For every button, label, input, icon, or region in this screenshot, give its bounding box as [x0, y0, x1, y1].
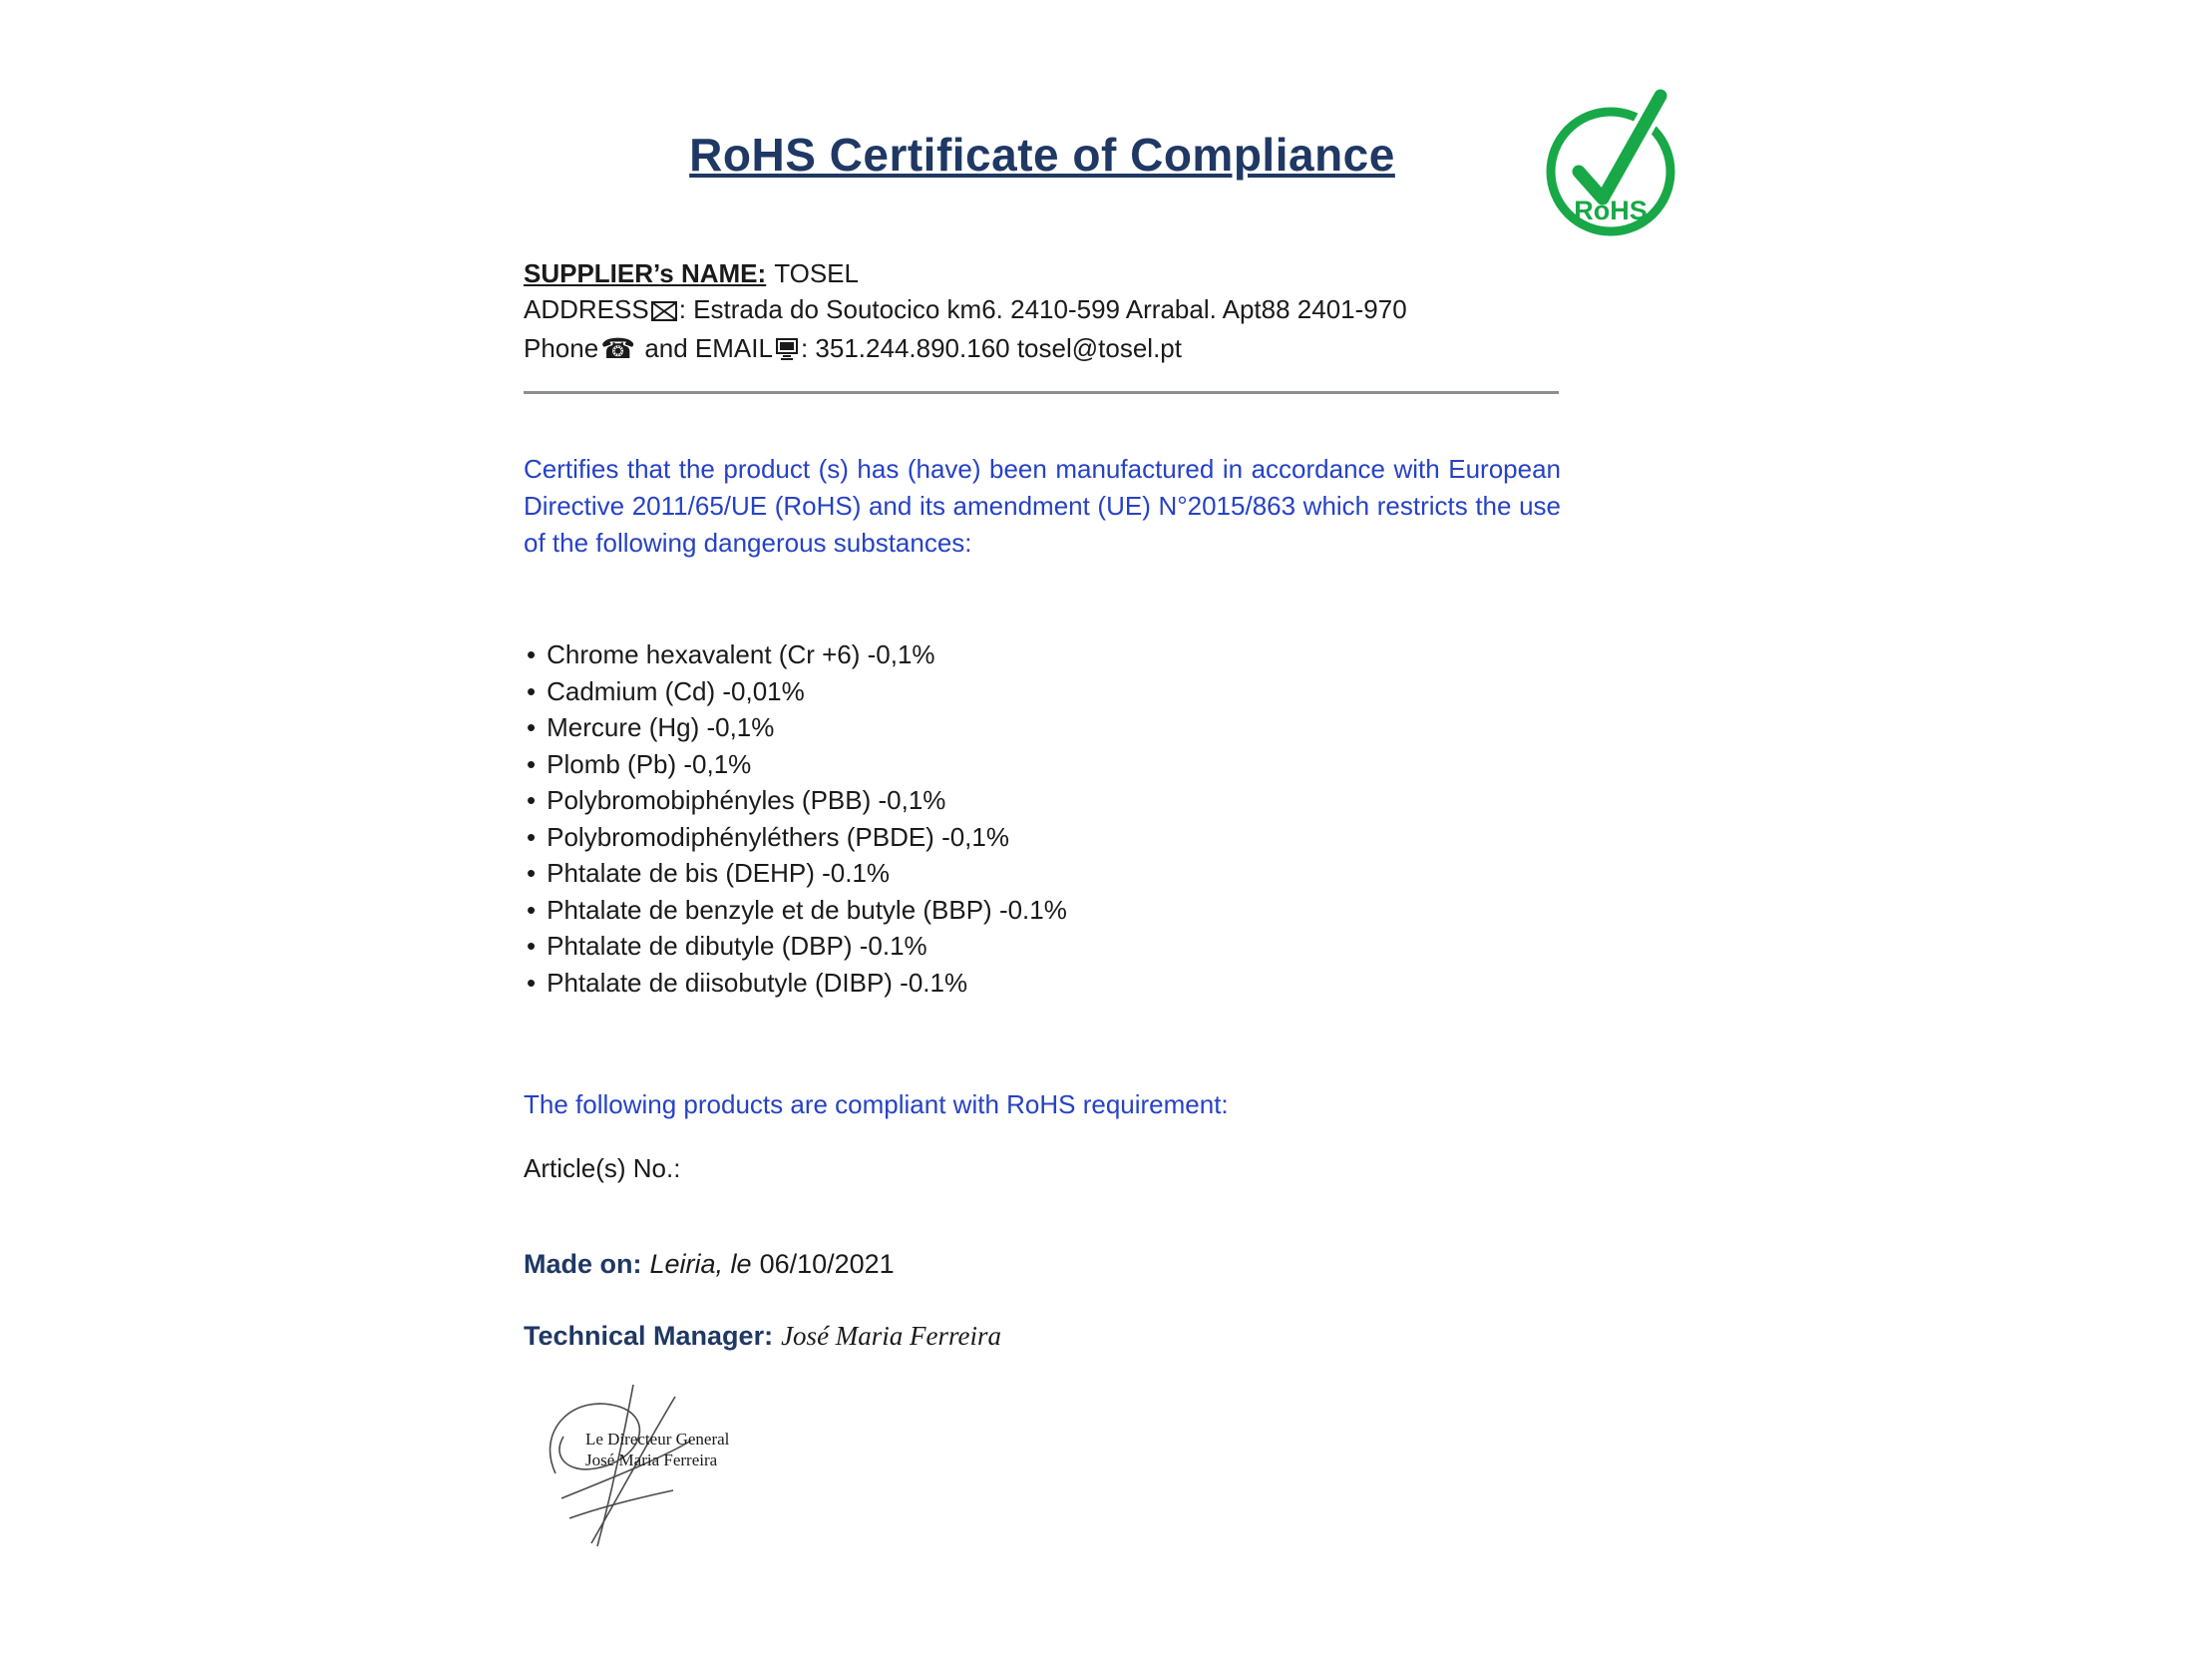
substance-text: Chrome hexavalent (Cr +6) -0,1%	[547, 639, 935, 669]
substance-item	[527, 892, 1067, 929]
supplier-name-label: SUPPLIER’s NAME:	[524, 258, 767, 288]
supplier-name-value: TOSEL	[774, 258, 859, 288]
rohs-logo-graphic	[1541, 80, 1700, 249]
phone-label: Phone	[524, 333, 599, 363]
logo-label: RoHS	[1574, 196, 1648, 225]
made-on-date: 06/10/2021	[759, 1249, 895, 1279]
substance-item	[527, 636, 1067, 673]
signature-text	[585, 1429, 729, 1470]
substance-item	[527, 855, 1067, 892]
substances-list	[527, 636, 1067, 1001]
substance-text: Cadmium (Cd) -0,01%	[547, 675, 805, 706]
bullet-marker: •	[527, 821, 537, 852]
substance-item	[527, 819, 1067, 856]
bullet-marker: •	[527, 858, 537, 888]
compliance-statement: The following products are compliant with RoHS requirement:	[524, 1089, 1229, 1119]
substance-item	[527, 746, 1067, 783]
substance-item	[527, 782, 1067, 819]
substance-text: Mercure (Hg) -0,1%	[547, 712, 775, 742]
bullet-marker: •	[527, 639, 537, 669]
bullet-marker: •	[527, 712, 537, 742]
supplier-name-line	[524, 255, 1621, 291]
technical-manager-label: Technical Manager:	[524, 1321, 774, 1351]
substance-text: Polybromodiphényléthers (PBDE) -0,1%	[547, 821, 1009, 852]
made-on-label: Made on:	[524, 1249, 642, 1279]
substance-item	[527, 965, 1067, 1002]
document-title: RoHS Certificate of Compliance	[689, 129, 1395, 181]
supplier-contact-line	[524, 330, 1621, 369]
bullet-marker: •	[527, 748, 537, 779]
substance-item	[527, 673, 1067, 710]
address-label: ADDRESS	[524, 294, 649, 324]
substance-item	[527, 709, 1067, 746]
phone-mid-label: and EMAIL	[644, 333, 773, 363]
contact-value: 351.244.890.160 tosel@tosel.pt	[815, 333, 1182, 363]
substance-item	[527, 928, 1067, 965]
address-value: Estrada do Soutocico km6. 2410-599 Arrabal. Apt88 2401-970	[693, 294, 1407, 324]
bullet-marker: •	[527, 894, 537, 925]
divider-line	[524, 391, 1559, 394]
envelope-icon	[651, 294, 677, 330]
computer-icon	[775, 333, 799, 369]
rohs-logo	[1541, 80, 1700, 249]
signature-block	[534, 1379, 783, 1553]
substance-text: Phtalate de diisobutyle (DIBP) -0.1%	[547, 967, 968, 998]
technical-manager-line	[524, 1321, 1001, 1352]
phone-icon: ☎	[600, 333, 636, 364]
made-on-line	[524, 1249, 895, 1280]
signature-title: Le Directeur General	[585, 1430, 730, 1449]
bullet-marker: •	[527, 785, 537, 815]
substance-text: Phtalate de bis (DEHP) -0.1%	[547, 858, 891, 888]
bullet-marker: •	[527, 967, 537, 998]
certification-paragraph: Certifies that the product (s) has (have) been manufactured in accordance with European Directive 2011/65/UE (RoHS) and its amendment (UE) N°2015/863 which restricts the use of the following dangerous substances:	[524, 454, 1561, 558]
signature-name: José Maria Ferreira	[585, 1451, 718, 1469]
article-number-label: Article(s) No.:	[524, 1153, 681, 1183]
made-on-place: Leiria, le	[649, 1249, 752, 1279]
address-colon: :	[678, 294, 686, 324]
technical-manager-name: José Maria Ferreira	[781, 1321, 1002, 1351]
supplier-address-line	[524, 291, 1621, 330]
substance-text: Phtalate de dibutyle (DBP) -0.1%	[547, 931, 927, 961]
substance-text: Polybromobiphényles (PBB) -0,1%	[547, 785, 946, 815]
bullet-marker: •	[527, 931, 537, 961]
bullet-marker: •	[527, 675, 537, 706]
supplier-info	[524, 255, 1621, 369]
substance-text: Plomb (Pb) -0,1%	[547, 748, 752, 779]
contact-colon: :	[800, 333, 809, 363]
substance-text: Phtalate de benzyle et de butyle (BBP) -0.1%	[547, 894, 1067, 925]
